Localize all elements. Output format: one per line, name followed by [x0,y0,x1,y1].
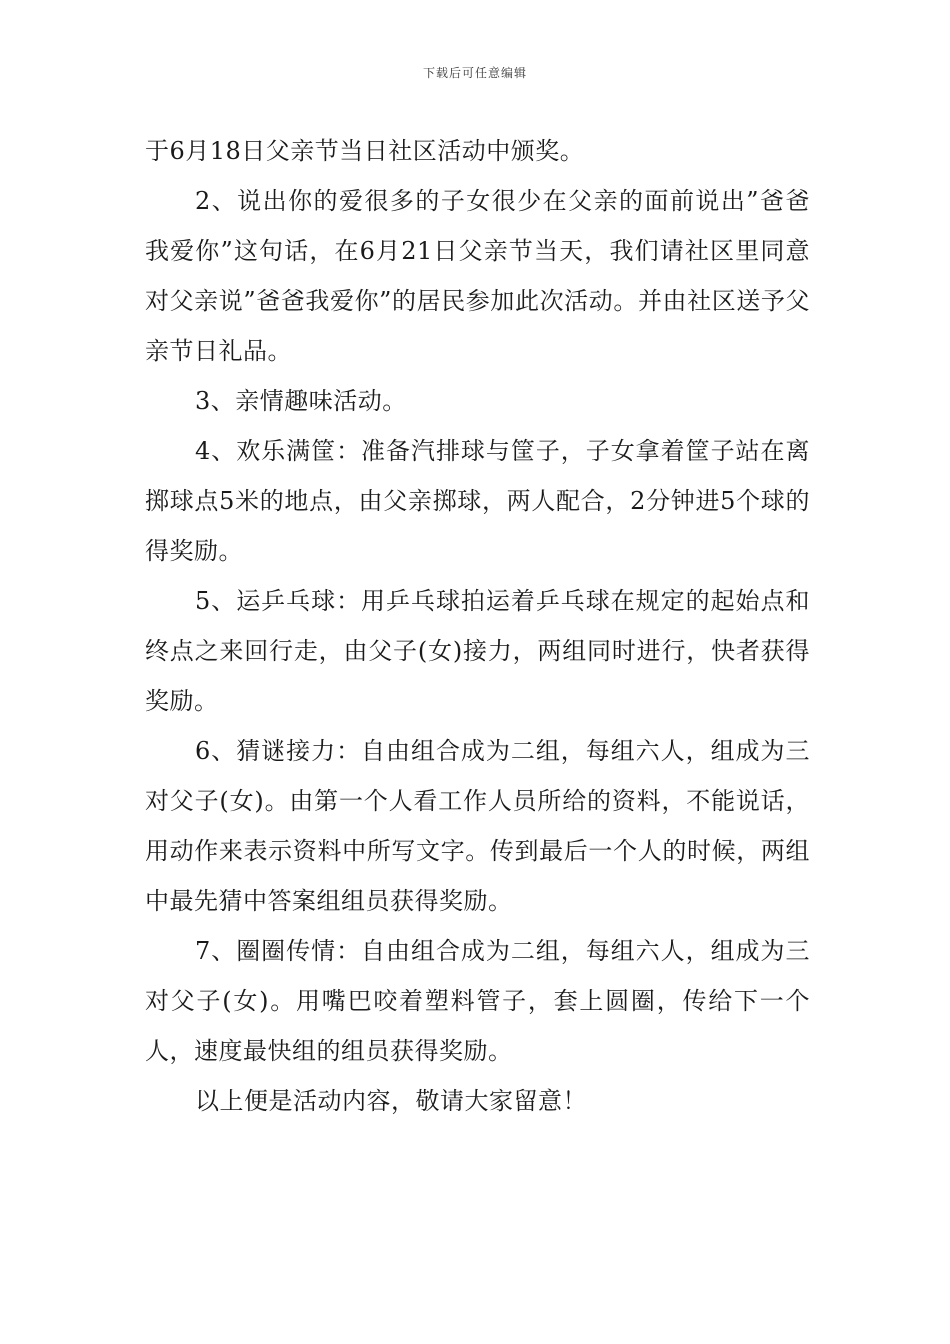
header-note: 下载后可任意编辑 [422,66,527,80]
paragraph: 于6月18日父亲节当日社区活动中颁奖。 [145,137,585,165]
document-body [145,126,810,1126]
paragraph: 以上便是活动内容，敬请大家留意！ [195,1087,587,1115]
paragraph: 4、欢乐满筐：准备汽排球与筐子，子女拿着筐子站在离掷球点5米的地点，由父亲掷球，两人配合，2分钟进5个球的得奖励。 [145,437,810,565]
paragraph: 5、运乒乓球：用乒乓球拍运着乒乓球在规定的起始点和终点之来回行走，由父子(女)接力，两组同时进行，快者获得奖励。 [145,587,810,715]
paragraph: 7、圈圈传情：自由组合成为二组，每组六人，组成为三对父子(女)。用嘴巴咬着塑料管子，套上圆圈，传给下一个人，速度最快组的组员获得奖励。 [145,937,810,1065]
paragraph: 6、猜谜接力：自由组合成为二组，每组六人，组成为三对父子(女)。由第一个人看工作人员所给的资料，不能说话，用动作来表示资料中所写文字。传到最后一个人的时候，两组中最先猜中答案组组员获得奖励。 [145,737,810,915]
paragraph: 2、说出你的爱很多的子女很少在父亲的面前说出”爸爸我爱你”这句话，在6月21日父亲节当天，我们请社区里同意对父亲说”爸爸我爱你”的居民参加此次活动。并由社区送予父亲节日礼品。 [145,187,810,365]
paragraph: 3、亲情趣味活动。 [195,387,407,415]
